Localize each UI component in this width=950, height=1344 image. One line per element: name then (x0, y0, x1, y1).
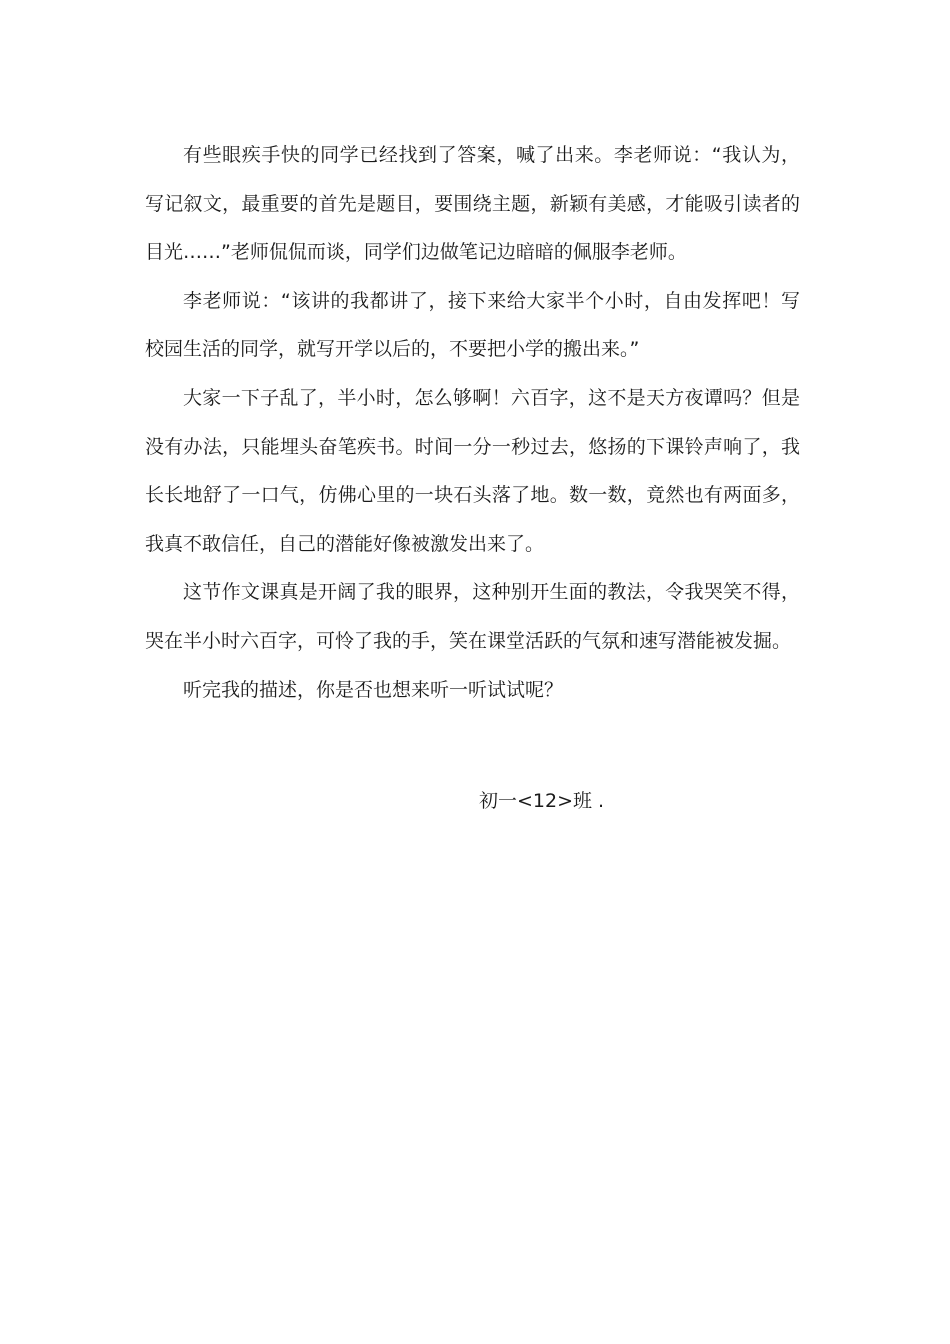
class-signature: 初一<12>班 . (479, 790, 605, 812)
paragraph-3: 大家一下子乱了，半小时，怎么够啊！六百字，这不是天方夜谭吗？但是没有办法，只能埋头奋笔疾书。时间一分一秒过去，悠扬的下课铃声响了，我长长地舒了一口气，仿佛心里的一块石头落了地。数一数，竟然也有两面多，我真不敢信任，自己的潜能好像被激发出来了。 (145, 386, 800, 555)
paragraph-4: 这节作文课真是开阔了我的眼界，这种别开生面的教法，令我哭笑不得，哭在半小时六百字，可怜了我的手，笑在课堂活跃的气氛和速写潜能被发掘。 (145, 581, 800, 652)
paragraph-2: 李老师说：“该讲的我都讲了，接下来给大家半个小时，自由发挥吧！写校园生活的同学，就写开学以后的，不要把小学的搬出来。” (145, 289, 800, 361)
paragraph-1: 有些眼疾手快的同学已经找到了答案，喊了出来。李老师说：“我认为，写记叙文，最重要的首先是题目，要围绕主题，新颖有美感，才能吸引读者的目光……”老师侃侃而谈，同学们边做笔记边暗暗的佩服李老师。 (145, 144, 800, 264)
paragraph-5: 听完我的描述，你是否也想来听一听试试呢？ (183, 678, 564, 701)
document-body (145, 131, 800, 714)
